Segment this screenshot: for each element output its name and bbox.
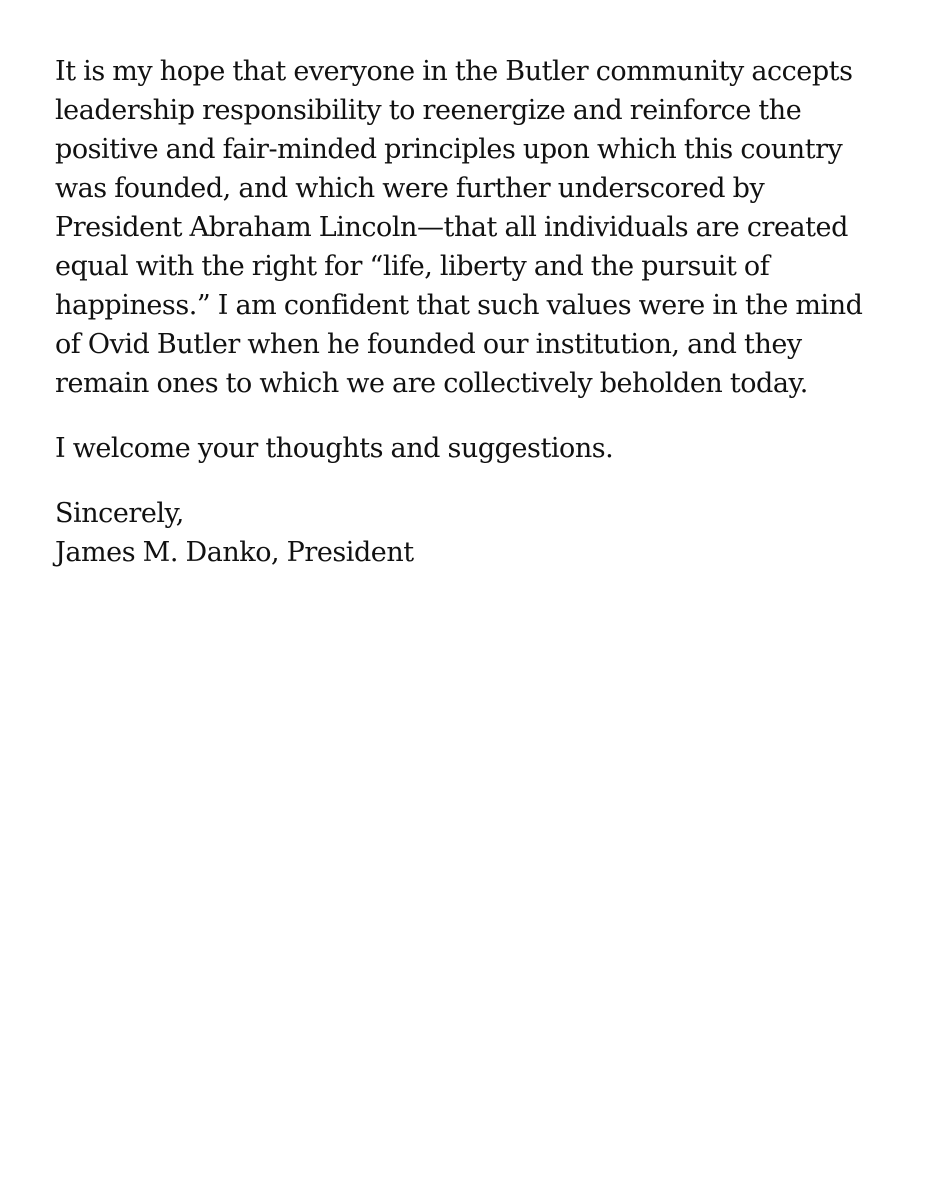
paragraph-1-line: was founded, and which were further underscored by [55,173,765,204]
body-paragraph-1 [55,52,887,403]
paragraph-1-line: happiness.” I am confident that such values were in the mind [55,290,863,321]
paragraph-1-line: President Abraham Lincoln—that all individuals are created [55,212,848,243]
closing-salutation: Sincerely, [55,498,184,529]
paragraph-1-line: leadership responsibility to reenergize and reinforce the [55,95,802,126]
paragraph-1-line: positive and fair-minded principles upon which this country [55,134,843,165]
letter-closing-block [55,494,887,572]
signature-name: James M. Danko, President [55,537,414,568]
body-paragraph-2: I welcome your thoughts and suggestions. [55,433,614,464]
paragraph-1-line: remain ones to which we are collectively beholden today. [55,368,808,399]
paragraph-1-line: It is my hope that everyone in the Butler community accepts [55,56,853,87]
letter-body [55,52,887,572]
paragraph-1-line: equal with the right for “life, liberty and the pursuit of [55,251,770,282]
paragraph-1-line: of Ovid Butler when he founded our institution, and they [55,329,802,360]
